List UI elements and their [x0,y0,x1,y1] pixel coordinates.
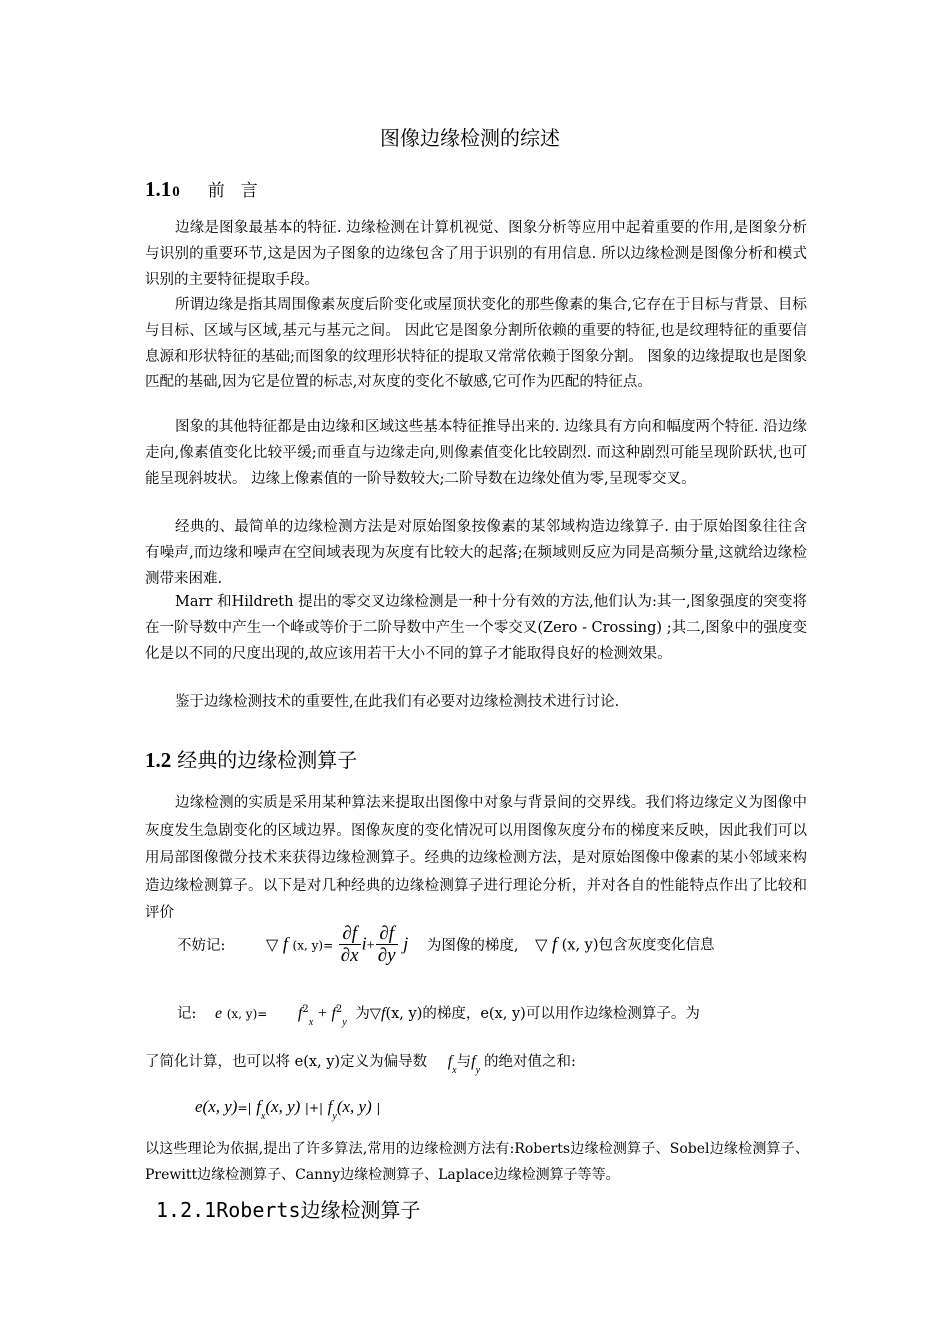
f-y-squared: f [331,1005,336,1022]
line-text-end: 的绝对值之和: [484,1054,576,1070]
numerator: ∂f [339,924,361,945]
plus-sign: + [366,937,375,954]
function-f-2: f [551,933,557,954]
unit-j: j [403,933,409,954]
partial-derivative-line [145,1050,815,1076]
nabla-symbol-2: ▽ [535,934,548,954]
paragraph-intro-5: Marr 和Hildreth 提出的零交叉边缘检测是一种十分有效的方法,他们认为:其一,图象强度的突变将在一阶导数中产生一个峰或等价于二阶导数中产生一个零交叉(Zero - Crossing) ;其二,图象中的强度变化是以不同的尺度出现的,故应该用若干大小不同的算子才能取得良好的检测效果。 [145,594,807,662]
f-x-squared: f [297,1005,303,1022]
nabla-symbol: ▽ [266,934,279,954]
f-x: f [256,1097,261,1116]
closing-paragraph: 以这些理论为依据,提出了许多算法,常用的边缘检测方法有:Roberts边缘检测算子、Sobel边缘检测算子、Prewitt边缘检测算子、Canny边缘检测算子、Laplace边缘检测算子等等。 [145,1141,809,1183]
subscript-x: x [260,1111,266,1122]
section-heading-1-2 [145,744,357,773]
function-args: (x, y)= [226,1007,268,1021]
section-number: 1.1 [145,177,172,201]
partial-y-fraction [376,924,398,967]
e-xy: e(x, y) [195,1097,238,1116]
numerator: ∂f [376,924,398,945]
paragraph-intro-2: 所谓边缘是指其周围像素灰度后阶变化或屋顶状变化的那些像素的集合,它存在于目标与背景、目标与目标、区域与区域,基元与基元之间。 因此它是图象分割所依赖的重要的特征,也是纹理特征的重要信息源和形状特征的基础;而图象的纹理形状特征的提取又常常依赖于图象分割。 图象的边缘提取也是图象匹配的基础,因为它是位置的标志,对灰度的变化不敏感,它可作为匹配的特征点。 [145,297,807,391]
formula-lead: 不妨记: [177,937,226,954]
denominator: ∂y [377,945,396,966]
formula-description: 为▽ [355,1006,381,1022]
args-y: (x, y) [336,1097,372,1116]
section-subscript: 0 [172,184,180,200]
conjunction: 与 [456,1054,472,1070]
formula-lead: 记: [177,1006,197,1022]
denominator: ∂x [340,945,359,966]
formula-description: 为图像的梯度, [426,937,519,954]
line-text: 了简化计算，也可以将 e(x, y)定义为偏导数 [145,1054,428,1070]
subscript-y: y [475,1065,481,1076]
unit-i: i [361,933,367,954]
gradient-formula-line [145,924,815,967]
formula-description-2: (x, y)包含灰度变化信息 [561,937,715,954]
section-title: 经典的边缘检测算子 [177,748,358,772]
function-f: f [282,933,288,954]
paragraph-intro-6: 鉴于边缘检测技术的重要性,在此我们有必要对边缘检测技术进行讨论. [175,694,620,710]
magnitude-formula-line [145,1002,815,1028]
section-number: 1.2.1Roberts [156,1198,301,1222]
section-title: 前言 [207,181,274,200]
f-y: f [327,1097,333,1116]
section-number: 1.2 [145,748,172,772]
section-title: 边缘检测算子 [300,1198,421,1222]
exponent: 2 [302,1004,309,1015]
paragraph-intro-3: 图象的其他特征都是由边缘和区域这些基本特征推导出来的. 边缘具有方向和幅度两个特征. 沿边缘走向,像素值变化比较平缓;而垂直与边缘走向,则像素值变化比较剧烈. 而这种剧烈可能呈现阶跃状,也可能呈现斜坡状。 边缘上像素值的一阶导数较大;二阶导数在边缘处值为零,呈现零交叉。 [145,419,807,487]
function-args: (x, y)= [292,938,334,953]
function-f: f [381,1005,386,1022]
exponent: 2 [335,1004,343,1015]
abs-close: | [376,1101,381,1115]
partial-x-fraction [339,924,361,967]
equals-abs: =| [237,1101,252,1115]
paragraph-intro-4: 经典的、最简单的边缘检测方法是对原始图象按像素的某邻域构造边缘算子. 由于原始图象往往含有噪声,而边缘和噪声在空间域表现为灰度有比较大的起落;在频域则反应为同是高频分量,这就给边缘检测带来困难. [145,519,807,587]
function-e: e [215,1005,223,1022]
f-y: f [471,1053,476,1070]
subscript-x: x [452,1065,457,1076]
paragraph-section-2: 边缘检测的实质是采用某种算法来提取出图像中对象与背景间的交界线。我们将边缘定义为图像中灰度发生急剧变化的区域边界。图像灰度的变化情况可以用图像灰度分布的梯度来反映，因此我们可以用局部图像微分技术来获得边缘检测算子。经典的边缘检测方法，是对原始图像中像素的某小邻域来构造边缘检测算子。以下是对几种经典的边缘检测算子进行理论分析，并对各自的性能特点作出了比较和评价 [145,795,807,921]
document-title: 图像边缘检测的综述 [380,126,560,150]
f-x: f [447,1053,453,1070]
subscript-y: y [342,1017,347,1028]
section-heading-1-2-1 [156,1194,421,1223]
subscript-y: y [332,1111,337,1122]
subscript-x: x [308,1017,314,1028]
formula-description-2: (x, y)的梯度，e(x, y)可以用作边缘检测算子。为 [385,1006,700,1022]
paragraph-intro-1: 边缘是图象最基本的特征. 边缘检测在计算机视觉、图象分析等应用中起着重要的作用,是图象分析与识别的重要环节,这是因为子图象的边缘包含了用于识别的有用信息. 所以边缘检测是图像分析和模式识别的主要特征提取手段。 [145,220,807,288]
abs-sum-formula [145,1097,815,1122]
section-heading-1-1 [145,176,274,202]
abs-plus-abs: |+| [304,1101,324,1115]
plus-sign: + [317,1005,327,1022]
args-x: (x, y) [265,1097,301,1116]
